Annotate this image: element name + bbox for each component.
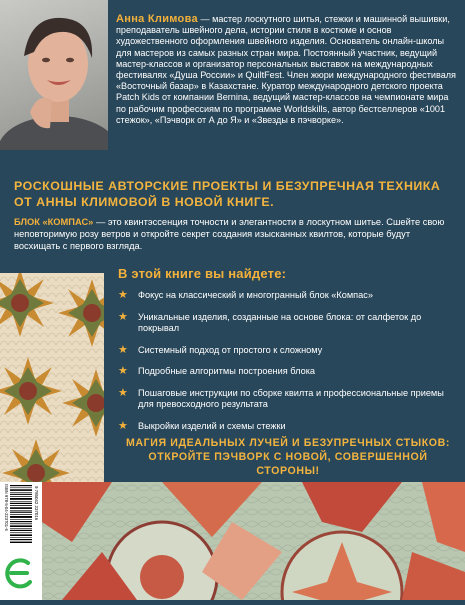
feature-text: Уникальные изделия, созданные на основе блока: от салфеток до покрывал — [138, 311, 422, 333]
barcode-number: 9 785042 237016 — [34, 486, 39, 521]
list-item — [118, 290, 458, 302]
headline: РОСКОШНЫЕ АВТОРСКИЕ ПРОЕКТЫ И БЕЗУПРЕЧНАЯ ТЕХНИКА ОТ АННЫ КЛИМОВОЙ В НОВОЙ КНИГЕ. — [14, 179, 441, 209]
list-item — [118, 312, 458, 335]
author-photo — [0, 0, 108, 150]
author-name: Анна Климова — [116, 13, 198, 25]
features-section — [118, 266, 458, 442]
author-bio — [116, 14, 456, 126]
star-icon: ★ — [118, 343, 128, 356]
star-icon: ★ — [118, 289, 128, 301]
features-title: В этой книге вы найдете: — [118, 266, 287, 281]
intro-accent: БЛОК «КОМПАС» — [14, 217, 94, 227]
tagline: МАГИЯ ИДЕАЛЬНЫХ ЛУЧЕЙ И БЕЗУПРЕЧНЫХ СТЫКОВ: ОТКРОЙТЕ ПЭЧВОРК С НОВОЙ, СОВЕРШЕННОЙ СТОРОНЫ! — [125, 437, 451, 477]
quilt-photo-bottom — [42, 482, 465, 600]
author-bio-text: — мастер лоскутного шитья, стежки и машинной вышивки, преподаватель швейного дела, истории стиля в костюме и основ художественного оформления швейного изделия. Основатель онлайн-школы для мастеров из самых разных стран мира. Постоянный участник, ведущий мастер-классов и организатор персональных выставок на международных фестивалях «Душа России» и QuiltFest. Член жюри международного фестиваля «Восточный базар» в Казахстане. Куратор международного детского проекта Patch Kids от компании Bernina, ведущий мастер-классов на чемпионате мира по рабочим профессиям по программе Worldskills, автор бестселлеров «1001 стежок», «Пэчворк от А до Я» и «Звезды в пэчворке». — [116, 14, 456, 125]
star-icon: ★ — [118, 386, 128, 399]
feature-text: Подробные алгоритмы построения блока — [138, 366, 316, 376]
list-item — [118, 366, 458, 378]
publisher-logo-icon — [0, 548, 42, 600]
intro-text: — это квинтэссенция точности и элегантности в лоскутном шитье. Сшейте свою неповторимую розу ветров и откройте секрет создания изысканных квилтов, которые будут восхищать с первого взгляда. — [14, 217, 445, 251]
feature-text: Пошаговые инструкции по сборке квилта и профессиональные приемы для превосходного результата — [138, 387, 444, 409]
intro-paragraph — [14, 216, 454, 252]
list-item — [118, 345, 458, 357]
star-icon: ★ — [118, 310, 128, 323]
feature-text: Системный подход от простого к сложному — [138, 344, 323, 355]
feature-text: Выкройки изделий и схемы стежки — [138, 420, 286, 431]
star-icon: ★ — [118, 365, 128, 377]
list-item — [118, 388, 458, 411]
quilt-photo-left — [0, 273, 104, 483]
feature-text: Фокус на классический и многогранный блок «Компас» — [138, 290, 373, 300]
list-item — [118, 421, 458, 433]
star-icon: ★ — [118, 419, 128, 432]
isbn-text: ISBN 978-5-04-223701-6 — [4, 484, 9, 531]
